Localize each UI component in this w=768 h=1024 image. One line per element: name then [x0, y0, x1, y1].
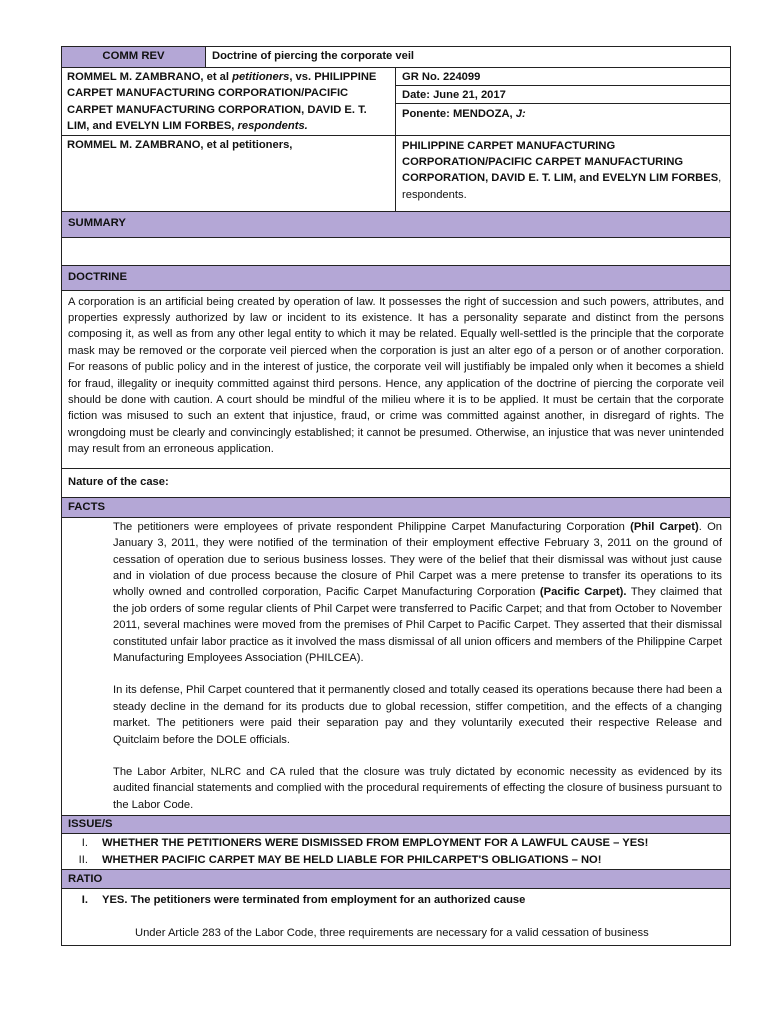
issues-list	[62, 834, 730, 870]
facts-body	[62, 518, 730, 817]
title-part-italic: respondents.	[237, 120, 308, 133]
nature-of-case: Nature of the case:	[62, 469, 730, 498]
ratio-paragraph: Under Article 283 of the Labor Code, three requirements are necessary for a valid cessation of business	[135, 927, 649, 940]
case-title	[62, 68, 396, 135]
issues-header: ISSUE/S	[62, 816, 730, 834]
doctrine-header: DOCTRINE	[62, 266, 730, 291]
subject-cell: COMM REV	[62, 47, 206, 67]
ratio-body	[62, 889, 730, 945]
respondents-tail: , respondents.	[402, 172, 722, 201]
ratio-number: I.	[81, 894, 88, 906]
facts-header: FACTS	[62, 498, 730, 518]
ponente-label: Ponente: MENDOZA,	[402, 108, 516, 120]
ponente-j: J:	[515, 108, 526, 120]
facts-paragraph-3: The Labor Arbiter, NLRC and CA ruled that the closure was truly dictated by economic necessity as evidenced by its audited financial statements and complied with the procedural requirements of effecting the closure of business pursuant to the Labor Code.	[113, 765, 722, 811]
issue-item	[68, 852, 724, 868]
ratio-header: RATIO	[62, 870, 730, 889]
gr-number: GR No. 224099	[396, 68, 730, 86]
doctrine-body: A corporation is an artificial being created by operation of law. It possesses the right of succession and such powers, attributes, and properties expressly authorized by law or incident to its existence. It has a personality separate and distinct from the persons composing it, as well as from any other legal entity to which it may be related. Equally well-settled is the principle that the corporate mask may be removed or the corporate veil pierced when the corporation is just an alter ego of a person or of another corporation. For reasons of public policy and in the interest of justice, the corporate veil will justifiably be impaled only when it becomes a shield for fraud, illegality or inequity committed against third persons. Hence, any application of the doctrine of piercing the corporate veil should be done with caution. A court should be mindful of the milieu where it is to be applied. It must be certain that the corporate fiction was misused to such an extent that injustice, fraud, or crime was committed against another, in disregard of rights. The wrongdoing must be clearly and convincingly established; it cannot be presumed. Otherwise, an injustice that was never unintended may result from an erroneous application.	[62, 291, 730, 469]
header-row	[62, 47, 730, 68]
title-part-italic: petitioners	[232, 71, 290, 83]
issue-number: II.	[78, 853, 88, 866]
case-digest-table	[61, 46, 731, 946]
parties-row	[62, 136, 730, 212]
title-part: , vs. PHILIPPINE CARPET MANUFACTURING CORPORATION/PACIFIC CARPET MANUFACTURING CORPORATION, DAVID E. T. LIM, and EVELYN LIM FORBES,	[67, 71, 377, 133]
case-meta	[396, 68, 730, 135]
facts-defined-term: (Phil Carpet)	[630, 520, 699, 533]
respondents	[396, 136, 730, 211]
ratio-heading	[68, 892, 724, 908]
facts-text: They claimed that the job orders of some regular clients of Phil Carpet were transferred to Pacific Carpet; and that from October to November 2011, several machines were moved from the premises of Phil Carpet to Pacific Carpet. They asserted that their dismissal constituted unfair labor practice as it involved the mass dismissal of all union officers and members of the Philippine Carpet Manufacturing Employees Association (PHILCEA).	[113, 586, 722, 664]
facts-paragraph-2: In its defense, Phil Carpet countered that it permanently closed and totally ceased its operations because there had been a steady decline in the demand for its products due to global recession, stiffer competition, and the effects of a changing market. The petitioners were paid their separation pay and they voluntarily executed their respective Release and Quitclaim before the DOLE officials.	[113, 684, 722, 746]
topic-cell: Doctrine of piercing the corporate veil	[206, 47, 730, 67]
title-part: ROMMEL M. ZAMBRANO, et al	[67, 71, 233, 83]
ratio-heading-text: YES. The petitioners were terminated from employment for an authorized cause	[102, 894, 526, 906]
facts-text: . On January 3, 2011, they were notified of the termination of their employment effective February 3, 2011 on the ground of cessation of operation due to serious business losses. They were of the belief that their dismissal was without just cause and in violation of due process because the closure of Phil Carpet was a mere pretense to transfer its operations to its wholly owned and controlled corporation, Pacific Carpet Manufacturing Corporation	[113, 520, 722, 599]
issue-number: I.	[81, 837, 88, 850]
issue-text: WHETHER THE PETITIONERS WERE DISMISSED FROM EMPLOYMENT FOR A LAWFUL CAUSE – YES!	[102, 837, 649, 850]
issue-text: WHETHER PACIFIC CARPET MAY BE HELD LIABLE FOR PHILCARPET'S OBLIGATIONS – NO!	[102, 853, 602, 866]
summary-header: SUMMARY	[62, 212, 730, 238]
facts-text: The petitioners were employees of private respondent Philippine Carpet Manufacturing Corporation	[113, 520, 631, 533]
case-title-row	[62, 68, 730, 136]
issue-item	[68, 835, 724, 851]
facts-paragraph-1	[113, 519, 722, 667]
facts-defined-term: (Pacific Carpet).	[539, 586, 627, 599]
ponente	[396, 104, 730, 135]
respondents-names: PHILIPPINE CARPET MANUFACTURING CORPORATION/PACIFIC CARPET MANUFACTURING CORPORATION, DAVID E. T. LIM, and EVELYN LIM FORBES	[402, 139, 719, 185]
decision-date: Date: June 21, 2017	[396, 86, 730, 104]
petitioners: ROMMEL M. ZAMBRANO, et al petitioners,	[62, 136, 396, 211]
summary-body	[62, 238, 730, 266]
